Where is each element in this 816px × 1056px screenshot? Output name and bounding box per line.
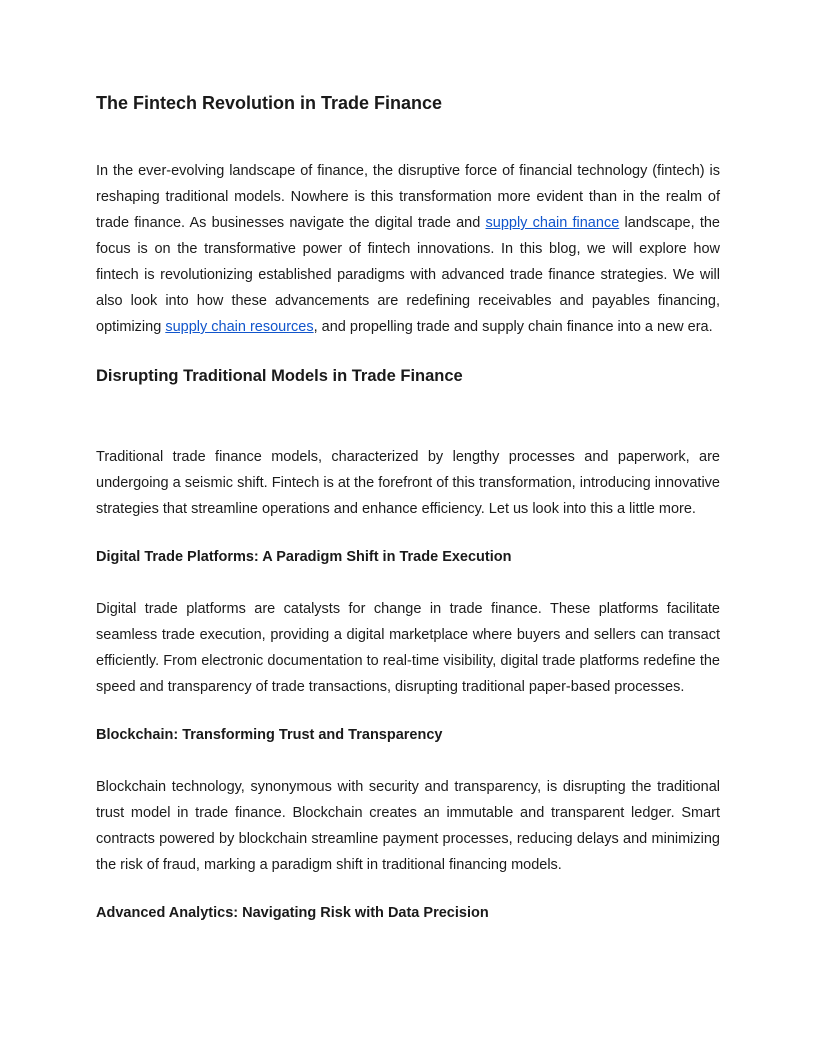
intro-text-2: landscape, the focus is on the transformative power of fintech innovations. In this blog, we will explore how fintech is revolutionizing established paradigms with advanced trade finance strategies. We will also look into how these advancements are redefining receivables and payables financing, optimizing (96, 215, 720, 335)
subsection-heading-blockchain: Blockchain: Transforming Trust and Transparency (96, 727, 443, 743)
subsection-paragraph-blockchain: Blockchain technology, synonymous with security and transparency, is disrupting the traditional trust model in trade finance. Blockchain creates an immutable and transparent ledger. Smart contracts powered by blockchain streamline payment processes, reducing delays and minimizing the risk of fraud, marking a paradigm shift in traditional financing models. (96, 779, 720, 873)
document-title: The Fintech Revolution in Trade Finance (96, 93, 443, 113)
intro-paragraph (96, 158, 720, 340)
subsection-heading-digital-trade-platforms: Digital Trade Platforms: A Paradigm Shift in Trade Execution (96, 549, 512, 565)
intro-text-3: , and propelling trade and supply chain finance into a new era. (313, 319, 713, 335)
intro-text-1: In the ever-evolving landscape of finance, the disruptive force of financial technology (fintech) is reshaping traditional models. Nowhere is this transformation more evident than in the realm of trade finance. As businesses navigate the digital trade and (96, 163, 720, 231)
section-heading-disrupting-traditional-models: Disrupting Traditional Models in Trade Finance (96, 367, 463, 385)
section-intro-paragraph: Traditional trade finance models, characterized by lengthy processes and paperwork, are undergoing a seismic shift. Fintech is at the forefront of this transformation, introducing innovative strategies that streamline operations and enhance efficiency. Let us look into this a little more. (96, 449, 720, 517)
link-supply-chain-finance[interactable]: supply chain finance (485, 215, 620, 231)
subsection-heading-advanced-analytics: Advanced Analytics: Navigating Risk with Data Precision (96, 905, 489, 921)
link-supply-chain-resources[interactable]: supply chain resources (165, 319, 314, 335)
subsection-paragraph-digital-trade-platforms: Digital trade platforms are catalysts for change in trade finance. These platforms facilitate seamless trade execution, providing a digital marketplace where buyers and sellers can transact efficiently. From electronic documentation to real-time visibility, digital trade platforms redefine the speed and transparency of trade transactions, disrupting traditional paper-based processes. (96, 601, 720, 695)
